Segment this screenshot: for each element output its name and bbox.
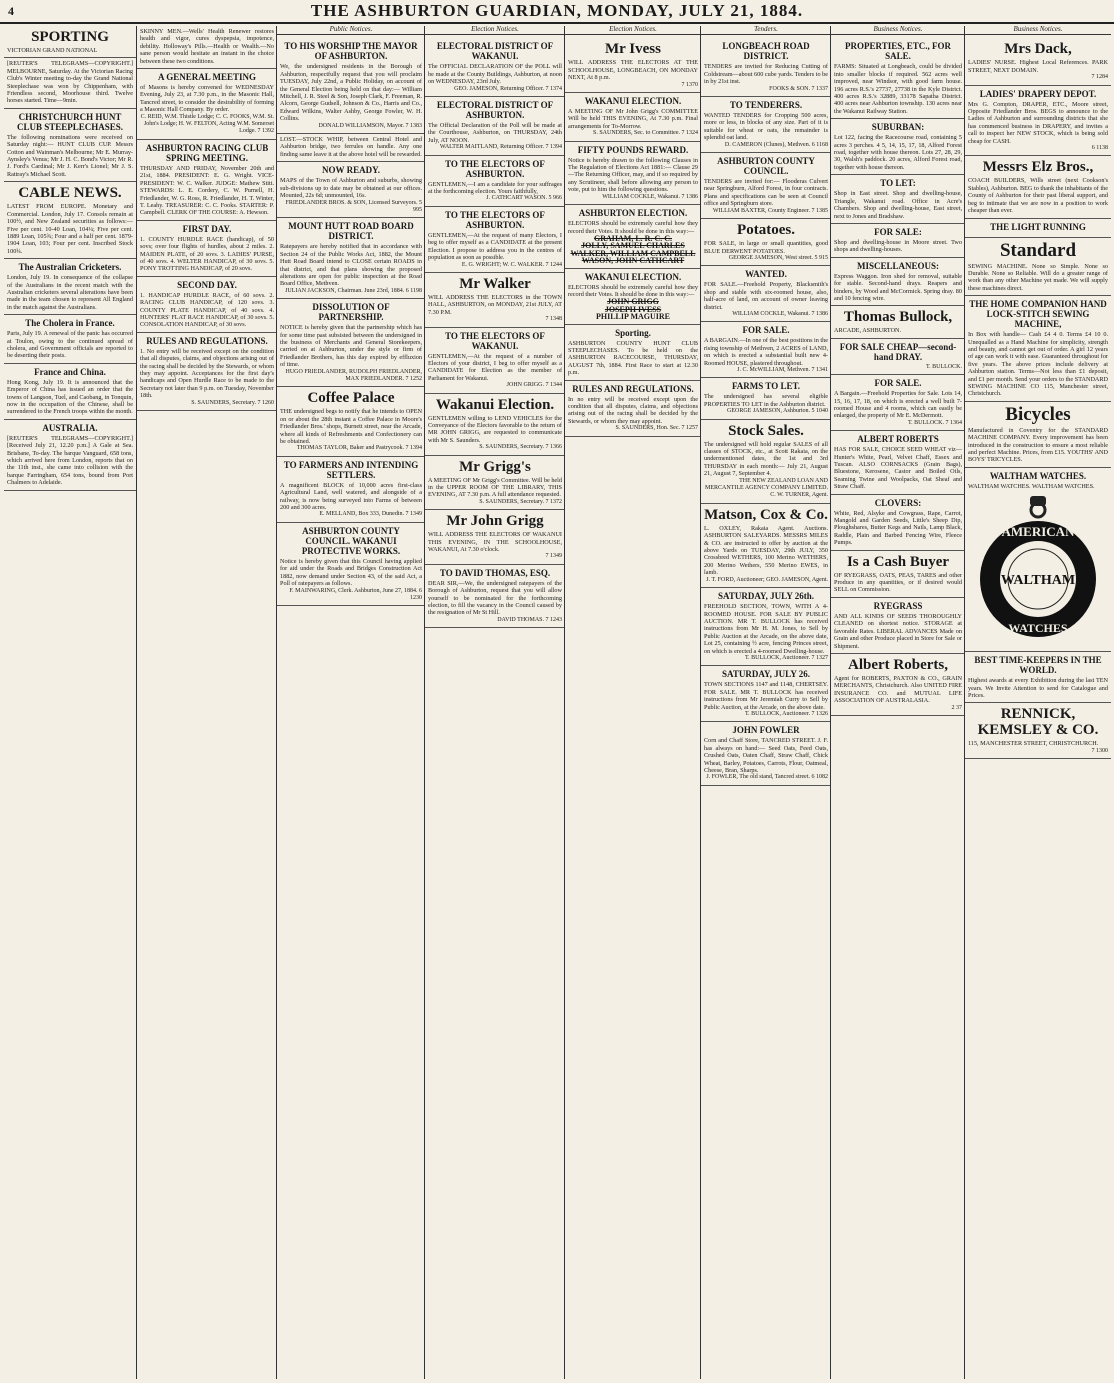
ad-heading: MISCELLANEOUS:: [856, 260, 939, 271]
ad-body: [REUTER'S TELEGRAMS—COPYRIGHT.] [Received July 21, 12.20 p.m.] A Gale at Sea. Brisbane, To-day. The barque Vanguard, 658 tons, which arrived here from London, reports that on the 11th inst., she came into collision with the barque Farringham, 654 tons, bound from Port Chalmers to Adelaide.: [7, 434, 133, 487]
advertisement: [4, 58, 136, 108]
column-header: Election Notices.: [565, 26, 701, 35]
ad-heading: Coffee Palace: [307, 390, 395, 407]
ad-heading: France and China.: [34, 366, 106, 377]
ad-body: TENDERS are invited for:— Flooderas Culvert near Springburn, Alford Forest, in four contracts. Plans and specifications can be seen at Council office and Springburn store.: [704, 178, 828, 208]
ad-heading: DISSOLUTION OF PARTNERSHIP.: [312, 302, 390, 323]
advertisement: [425, 394, 565, 456]
ad-body: WILL ADDRESS THE ELECTORS AT THE SCHOOLHOUSE, LONGBEACH, ON MONDAY NEXT, At 8 p.m.: [568, 59, 698, 82]
ad-heading: FOR SALE.: [742, 325, 790, 336]
ad-body: HAS FOR SALE, CHOICE SEED WHEAT viz— Hunter's White, Pearl, Velvet Chaff, Essex and Tuscan. ALSO CORNSACKS (Grain Bags), Bluestone, Kerosene, Castor and Boiled Oils, Seaming Twine and Woolpacks, Oat Sheaf and Straw Chaff.: [834, 446, 962, 491]
ad-body: ELECTORS should be extremely careful how they record their Votes. It should be done in this way:—: [568, 220, 698, 235]
advertisement: [831, 258, 965, 307]
column-1: [4, 26, 136, 1379]
advertisement: [831, 38, 965, 119]
ad-signature: 7 1300: [1091, 747, 1108, 754]
advertisement: [701, 420, 831, 504]
ballot-candidate-name: JOSEPH IVESS: [604, 304, 662, 314]
ad-signature: S. SAUNDERS, Secretary. 7 1366: [479, 444, 562, 451]
ad-signature: GEORGE JAMESON, Ashburton. 5 1040: [726, 408, 828, 415]
ad-heading: ELECTORAL DISTRICT OF ASHBURTON.: [436, 100, 554, 121]
advertisement: [565, 381, 701, 437]
ad-heading: ASHBURTON RACING CLUB SPRING MEETING.: [145, 142, 269, 163]
advertisement: [831, 375, 965, 431]
ad-heading: TO HIS WORSHIP THE MAYOR OF ASHBURTON.: [284, 41, 418, 62]
advertisement: [4, 26, 136, 58]
ad-signature: 7 1370: [681, 81, 698, 88]
ad-body: FREEHOLD SECTION, TOWN, WITH A 4-ROOMED HOUSE. FOR SALE BY PUBLIC AUCTION. MR T. BULLOCK has received instructions from Mr H. M. Jones, to Sell by Public Auction at the Arcade, on the above date, Lot 25, containing ½ acre, fencing Princes street, on which is erected a 4-roomed Dwelling-house.: [704, 603, 828, 655]
advertisement: [137, 221, 277, 277]
ad-heading: ASHBURTON COUNTY COUNCIL. WAKANUI PROTECTIVE WORKS.: [301, 525, 401, 556]
advertisement: [965, 652, 1111, 703]
ad-heading: Mr Walker: [459, 275, 531, 292]
ad-body: 1. COUNTY HURDLE RACE (handicap), of 50 sovs; over four flights of hurdles, about 2 miles. 2. MAIDEN PLATE, of 20 sovs. 3. LADIES' PURSE, of 40 sovs. 4. WELTER HANDICAP, of 30 sovs. 5. PONY TROTTING HANDICAP, of 20 sovs.: [140, 235, 274, 273]
ad-body: 115, MANCHESTER STREET, CHRISTCHURCH.: [968, 740, 1099, 748]
ad-heading: Messrs Elz Bros.,: [982, 159, 1094, 176]
ad-body: Notice is hereby given that this Council having applied for aid under the Roads and Bridges Construction Act 1882, now demand under Section 43, of the said Act, a Poll of ratepayers as follows.: [280, 557, 422, 588]
column-header: Public Notices.: [277, 26, 425, 35]
ad-heading: PROPERTIES, ETC., FOR SALE.: [845, 41, 951, 62]
ad-signature: JOHN GRIGG. 7 1344: [506, 382, 562, 389]
ad-heading: Albert Roberts,: [848, 656, 948, 673]
ad-heading: FIFTY POUNDS REWARD.: [577, 144, 689, 155]
ad-body: L. OXLEY, Rakaia Agent. Auctions. ASHBURTON SALEYARDS. MESSRS MILES & CO. are instructed to offer by auction at the above Yards on TUESDAY, 29th JULY, 350 Crossbred WETHERS, 100 Merino WETHERS, 200 Merino Wethers, 550 Merino EWES, in lamb.: [704, 524, 828, 577]
ad-heading: A GENERAL MEETING: [157, 72, 257, 83]
ad-body: Manufactured in Coventry for the STANDARD MACHINE COMPANY. Every improvement has been introduced in the construction to ensure a most reliable and perfect Machine. Prices, from £15. YOUTHS' AND BOYS' TRICYCLES.: [968, 426, 1108, 464]
advertisement: [831, 339, 965, 375]
advertisement: [277, 523, 425, 606]
ad-heading: Matson, Cox & Co.: [704, 506, 828, 523]
ad-body: WANTED TENDERS for Cropping 500 acres, more or less, in blocks of any size. Part of it is suitable for wheat or oats, the remainder is splendid oat land.: [704, 112, 828, 142]
column-header: Business Notices.: [831, 26, 965, 35]
ad-body: SEWING MACHINE. None so Simple. None so Durable. None so Reliable. Will do a greater range of work than any other Machine yet made. We will supply these machines direct.: [968, 262, 1108, 292]
ad-body: SKINNY MEN.—Wells' Health Renewer restores health and vigor, cures dyspepsia, impotence, debility. Holloway's Pills.—Health or Wealth.—No sane person would hesitate an instant in the choice between these two conditions.: [140, 28, 274, 65]
advertisement: [701, 588, 831, 666]
advertisement: [277, 162, 425, 218]
ad-signature: WILLIAM COCKLE, Wakanui. 7 1386: [602, 193, 698, 200]
advertisement: [277, 299, 425, 387]
advertisement: [965, 219, 1111, 238]
ad-body: A MEETING OF Mr Grigg's Committee. Will be held in the UPPER ROOM OF THE LIBRARY, THIS EVENING, AT 7.30 p.m. A full attendance requested.: [428, 476, 562, 499]
ad-body: THE undersigned begs to notify that he intends to OPEN on or about the 28th instant a Coffee Palace in Moore's Friedlander Bros.' shops, Burnett street, near the Arcade, where all kinds of Refreshments and Confectionery can be obtained.: [280, 408, 422, 446]
column-4: [424, 26, 565, 1379]
ad-body: LOST.—STOCK WHIP, between Central Hotel and Ashburton bridge, two ferrules on handle. Any one finding same leave it at the above hotel will be rewarded.: [280, 136, 422, 158]
ad-heading: SUBURBAN:: [871, 122, 925, 133]
struck-candidate-name: JOLLY, SAMUEL CHARLES: [581, 241, 685, 251]
ad-body: Shop and dwelling-house in Moore street. Two shops and dwelling-houses.: [834, 238, 962, 254]
ad-heading: Is a Cash Buyer: [846, 553, 950, 570]
advertisement: [4, 315, 136, 364]
advertisement: [831, 431, 965, 494]
ad-body: A MEETING OF Mr John Grigg's COMMITTEE Will be held THIS EVENING, At 7.30 p.m. Final arrangements for To-Morrow.: [568, 108, 698, 130]
ad-heading: TO THE ELECTORS OF ASHBURTON.: [445, 158, 545, 179]
ad-heading: LADIES' DRAPERY DEPOT.: [979, 88, 1097, 99]
ad-body: Mrs G. Compton, DRAPER, ETC., Moore street, Opposite Friedlander Bros. BEGS to announce to the Ladies of Ashburton and surrounding districts that she has commenced business in DRAPERY, and invites a call to inspect her NEW STOCK, which is being sold cheap for CASH.: [968, 100, 1108, 145]
advertisement: [831, 175, 965, 224]
ad-body: The Official Declaration of the Poll will be made at the Courthouse, Ashburton, on THURSDAY, 24th July, AT NOON.: [428, 122, 562, 144]
ad-body: TOWN SECTIONS 1147 and 1148, CHERTSEY. FOR SALE. MR T. BULLOCK has received instructions from Mr Jeremiah Curry to Sell by Public Auction, at the Arcade, on the above date.: [704, 681, 828, 711]
advertisement: [425, 38, 565, 97]
advertisement: [701, 378, 831, 419]
advertisement: [965, 38, 1111, 85]
ad-heading: FOR SALE CHEAP—second-hand DRAY.: [839, 341, 957, 362]
ad-heading: ALBERT ROBERTS: [857, 434, 939, 445]
advertisement: [277, 457, 425, 523]
ad-body: WILL ADDRESS THE ELECTORS in the TOWN HALL, ASHBURTON, on MONDAY, 21st JULY, AT 7.30 P.M.: [428, 293, 562, 316]
advertisement: [831, 654, 965, 716]
ad-signature: S. SAUNDERS, Secretary. 7 1260: [191, 399, 274, 406]
ad-body: VICTORIAN GRAND NATIONAL: [7, 47, 98, 54]
ad-signature: GEO. JAMESON, Returning Officer. 7 1374: [454, 85, 562, 92]
ad-body: DEAR SIR,—We, the undersigned ratepayers of the Borough of Ashburton, request that you will allow yourself to be nominated for the forthcoming election, to fill the vacancy in the Council caused by the resignation of Mr St Hill.: [428, 579, 562, 617]
watch-lettering: AMERICAN: [1001, 524, 1075, 540]
ad-signature: WILLIAM BAXTER, County Engineer. 7 1385: [712, 207, 828, 214]
ad-signature: J. CATHCART WASON. 5 966: [486, 195, 562, 202]
ad-body: FOR SALE, in large or small quantities, good BLUE DERWENT POTATOES.: [704, 240, 828, 255]
ad-body: Corn and Chaff Store, TANCRED STREET. J. F. has always on hand:— Seed Oats, Feed Oats, Crushed Oats, Oaten Chaff, Straw Chaff, Chick Wheat, Barley, Potatoes, Carrots, Flour, Oatmeal, Cheese, Bran, Sharps.: [704, 737, 828, 774]
advertisement: [965, 296, 1111, 402]
ad-heading: The Australian Cricketers.: [18, 262, 122, 273]
advertisement: [425, 328, 565, 394]
ad-heading: RENNICK, KEMSLEY & CO.: [977, 706, 1099, 739]
ad-heading: NOW READY.: [321, 165, 380, 176]
ad-signature: T. BULLOCK, Auctioneer. 7 1327: [744, 654, 828, 661]
ad-heading: Thomas Bullock,: [843, 309, 953, 326]
ad-heading: Wakanui Election.: [435, 396, 555, 413]
ad-heading: SATURDAY, JULY 26.: [721, 669, 811, 680]
advertisement: [137, 69, 277, 140]
ad-signature: JULIAN JACKSON, Chairman. June 23rd, 1884. 6 1198: [285, 287, 422, 294]
ad-heading: Potatoes.: [737, 222, 795, 239]
ad-heading: TO THE ELECTORS OF WAKANUI.: [445, 330, 545, 351]
ad-heading: WAKANUI ELECTION.: [584, 271, 682, 282]
ad-body: COACH BUILDERS, Wills street (next Cookson's Stables), Ashburton. BEG to thank the inhabitants of the County of Ashburton for their past liberal support, and beg to intimate that we are now in a position to work cheaper than ever.: [968, 177, 1108, 215]
ad-body: MAPS of the Town of Ashburton and suburbs, showing sub-divisions up to date may be obtained at our offices. Mounted, 22s 6d; unmounted, 16s.: [280, 177, 422, 200]
advertisement: [4, 182, 136, 259]
advertisement: [701, 153, 831, 219]
advertisement: [965, 468, 1111, 652]
ad-signature: WILLIAM COCKLE, Wakanui. 7 1386: [732, 310, 828, 317]
ad-body: 1. HANDICAP HURDLE RACE, of 60 sovs. 2. RACING CLUB HANDICAP, of 120 sovs. 3. COUNTY PLATE HANDICAP, of 40 sovs. 4. HUNTERS' FLAT RACE HANDICAP, of 30 sovs. 5. CONSOLATION HANDICAP, of 30 sovs.: [140, 291, 274, 329]
ad-body: In no entry will be received except upon the condition that all disputes, claims, and objections arising out of the racing shall be decided by the Stewards, or whom they may appoint.: [568, 395, 698, 425]
ad-heading: CABLE NEWS.: [18, 185, 122, 202]
waltham-watch-illustration: [978, 494, 1098, 644]
ad-signature: FOOKS & SON. 7 1337: [769, 85, 828, 92]
ad-body: GENTLEMEN,—I am a candidate for your suffrages at the forthcoming election. Yours faithfully,: [428, 180, 562, 196]
ad-body: TENDERS are invited for Reducing Cutting of Coldstream—about 600 cube yards. Tenders to be in by 21st inst.: [704, 63, 828, 86]
ad-body: Express Waggon. Iron shed for removal, suitable for stable. Second-hand drays. Reapers and binders, by Wood and McCormick. Spring dray. 80 and 10 fencing wire.: [834, 272, 962, 302]
ad-heading: Standard: [999, 239, 1077, 261]
ad-body: Paris, July 19. A renewal of the panic has occurred at Toulon, owing to the continued spread of cholera, and Government officials are reported to be deserting their posts.: [7, 330, 133, 360]
ad-signature: DAVID THOMAS. 7 1243: [497, 616, 562, 623]
ad-body: GENTLEMEN,—At the request of many Electors, I beg to offer myself as a CANDIDATE at the present Election. I propose to address you in the centres of population as soon as possible.: [428, 231, 562, 262]
ad-signature: S. SAUNDERS, Hon. Sec. 7 1257: [615, 425, 698, 432]
ad-heading: FOR SALE.: [874, 378, 922, 389]
ad-signature: D. CAMERON (Clunes), Methven. 6 1168: [724, 141, 828, 148]
ad-heading: CHRISTCHURCH HUNT CLUB STEEPLECHASES.: [16, 111, 124, 132]
advertisement: [701, 322, 831, 378]
advertisement: [425, 156, 565, 207]
struck-candidate-name: GRAHAM, L. R. C. C.: [594, 233, 672, 243]
columns-container: [4, 26, 1110, 1379]
ad-heading: THE HOME COMPANION HAND LOCK-STITCH SEWING MACHINE,: [969, 299, 1107, 330]
advertisement: [425, 565, 565, 628]
ad-body: White, Red, Alsyke and Cowgrass, Rape, Carrot, Mangold and Garden Seeds, Little's Sheep Dip, Ploughshares, Butter Kegs and Nails, Lamp Black, Raddle, Plain and Barbed Fencing Wire, Fleece Pumps.: [834, 509, 962, 547]
advertisement: [965, 238, 1111, 297]
advertisement: [565, 205, 701, 268]
advertisement: [831, 598, 965, 654]
ad-body: LADIES' NURSE. Highest Local References. PARK STREET, NEXT DOMAIN.: [968, 59, 1108, 74]
column-header: Tenders.: [701, 26, 831, 35]
ad-heading: WALTHAM WATCHES.: [989, 470, 1087, 481]
ad-body: In Box with handle— Cash £4 4 0. Terms £4 10 0. Unequalled as a Hand Machine for simplicity, strength and beauty, and cannot get out of order. A girl 12 years of age can work it with ease. Guaranteed throughout for five years. The above prices include delivery at Ashburton station. Terms—Not less than £1 deposit, and £1 per month. Send your orders to the STANDARD SEWING MACHINE CO 115, Manchester street, Christchurch.: [968, 331, 1108, 398]
ad-body: Shop in East street. Shop and dwelling-house, Triangle, Wakanui road. Office in Acre's Chambers. Shop and dwelling-house, East street, next to Jones and Bradshaw.: [834, 190, 962, 220]
ad-body: FOR SALE.—Freehold Property, Blacksmith's shop and stable with six-roomed house, also, half-acre of land, on account of owner leaving district.: [704, 281, 828, 311]
advertisement: [137, 333, 277, 411]
ad-body: NOTICE is hereby given that the partnership which has for some time past subsisted between the undersigned in the business of Merchants and General Storekeepers, carried on at Ashburton, under the style or firm of Friedlander Brothers, has this day expired by effluxion of time.: [280, 324, 422, 369]
ad-body: of Masons is hereby convened for WEDNESDAY Evening, July 23, at 7.30 p.m., in the Masonic Hall, Tancred street, to consider the desirability of forming a Masonic Hall Company. By order.: [140, 84, 274, 114]
ad-heading: RULES AND REGULATIONS.: [146, 335, 268, 346]
ad-heading: SATURDAY, JULY 26th.: [717, 591, 815, 602]
ad-signature: T. BULLOCK. 7 1364: [907, 419, 962, 426]
ad-body: The undersigned will hold regular SALES of all classes of STOCK, etc., at Scott Rakaia, on the undermentioned dates, the 1st and 3rd THURSDAY in each month:— July 21, August 21, August 7, September 4.: [704, 440, 828, 478]
ad-heading: FOR SALE:: [874, 226, 922, 237]
newspaper-title: THE ASHBURTON GUARDIAN, MONDAY, JULY 21, 1884.: [310, 1, 804, 20]
ad-body: A Bargain.—Freehold Properties for Sale. Lots 14, 15, 16, 17, 18, on which is erected a well built 7-roomed House and 4 rooms, which can easily be enlarged, the property of Mr E. McDermott.: [834, 390, 962, 420]
column-8: [964, 26, 1111, 1379]
ad-signature: THOMAS TAYLOR, Baker and Pastrycook. 7 1394: [296, 445, 422, 452]
advertisement: [831, 306, 965, 338]
ad-signature: S. SAUNDERS, Sec. to Committee. 7 1324: [592, 130, 698, 137]
ad-signature: HUGO FRIEDLANDER, RUDOLPH FRIEDLANDER, MAX FRIEDLANDER. 7 1252: [285, 368, 422, 382]
ad-body: The following nominations were received on Saturday night:— HUNT CLUB CUP. Messrs Cotton and Wainman's Melbourne; Mr E. Murray-Aynsley's Venus; Mr J. H. C. Bond's Victor; Mr R. J. Ford's Cardinal; Mr J. Kerr's Lionel; Mr J. S. Rattray's Michael Scott.: [7, 133, 133, 178]
ad-heading: ASHBURTON ELECTION.: [578, 208, 688, 219]
ad-signature: 6 1138: [1091, 145, 1108, 152]
column-header: Business Notices.: [965, 26, 1111, 35]
ad-body: A BARGAIN.—In one of the best positions in the rising township of Methven, 2 ACRES of LAND, on which is erected a substantial built new 4-Roomed HOUSE, plastered throughout.: [704, 337, 828, 367]
advertisement: [137, 277, 277, 333]
ad-body: We, the undersigned residents in the Borough of Ashburton, respectfully request that you will proclaim TUESDAY, July 22nd, a Public Holiday, on account of the General Election being held on that day:— William Mitchell, J. R. Steel & Son, Joseph Clark, F. Freeman, R. Alcorn, George Gudsell, Johnson & Co., Harris and Co., Edward Wilkins, Walter Ashby, George Fowler, W. H. Collins.: [280, 63, 422, 123]
ad-body: ARCADE, ASHBURTON.: [834, 327, 902, 335]
advertisement: [4, 364, 136, 420]
ad-body: [REUTER'S TELEGRAMS—COPYRIGHT.] MELBOURNE, Saturday. At the Victorian Racing Club's Winter meeting to-day the Grand National Steeplechase was won by Chippenham, with Friendless second, Moorhouse third. Twelve horses started. Time—9min.: [7, 60, 133, 105]
ad-signature: 7 1348: [545, 316, 562, 323]
ad-heading: SECOND DAY.: [177, 279, 237, 290]
ad-body: Ratepayers are hereby notified that in accordance with Section 24 of the Public Works Act, 1882, the Mount Hutt Road Board intend to CLOSE certain ROADS in that district, and that plans showing the proposed alterations are open for public inspection at the Road Board Office, Methven.: [280, 243, 422, 288]
ad-body: ELECTORS should be extremely careful how they record their Votes. It should be done in this way:—: [568, 283, 698, 298]
ad-body: GENTLEMEN willing to LEND VEHICLES for the Conveyance of the Electors favorable to the return of MR JOHN GRIGG, are requested to communicate with Mr S. Saunders.: [428, 414, 562, 444]
ad-heading: WANTED.: [745, 269, 787, 280]
ad-heading: TO DAVID THOMAS, ESQ.: [439, 567, 551, 578]
advertisement: [701, 38, 831, 97]
advertisement: [701, 97, 831, 153]
ad-heading: AUSTRALIA.: [42, 422, 98, 433]
page-number: 4: [8, 4, 14, 18]
ad-signature: 7 1349: [545, 553, 562, 560]
ad-body: LATEST FROM EUROPE. Monetary and Commercial. London, July 17. Consols remain at 100½, and New Zealand securities as follows:—Five per cent. 10-40 Loan, 104¼; Five per cent. 1889 Loan, 105¾; Four and a half per cent. 1879-1904 Loan, 103; Four per cent. Inscribed Stock 100¾.: [7, 203, 133, 255]
ad-heading: TO FARMERS AND INTENDING SETTLERS.: [283, 459, 419, 480]
ad-heading: Mr John Grigg: [446, 513, 544, 530]
advertisement: [965, 156, 1111, 218]
ad-heading: TO THE ELECTORS OF ASHBURTON.: [445, 209, 545, 230]
advertisement: [701, 666, 831, 722]
advertisement: [831, 551, 965, 598]
ad-heading: Stock Sales.: [728, 422, 804, 439]
ad-body: GENTLEMEN,—At the request of a number of Electors of your district, I beg to offer myself as a CANDIDATE for Election as the member of Parliament for Wakanui.: [428, 352, 562, 382]
advertisement: [4, 259, 136, 315]
column-5: [564, 26, 701, 1379]
advertisement: [965, 402, 1111, 468]
ad-signature: GEORGE JAMESON, West street. 5 915: [728, 254, 828, 261]
advertisement: [277, 134, 425, 162]
ad-signature: E. MELLAND, Box 333, Dunedin. 7 1349: [319, 511, 422, 518]
advertisement: [565, 93, 701, 142]
advertisement: [565, 325, 701, 381]
ad-body: The OFFICIAL DECLARATION OF the POLL will be made at the County Buildings, Ashburton, at noon on WEDNESDAY, 23rd July.: [428, 63, 562, 86]
ad-body: AND ALL KINDS OF SEEDS THOROUGHLY CLEANED on shortest notice. STORAGE at favorable Rates. LIBERAL ADVANCES Made on Grain and other Produce placed in Store for Sale or Shipment.: [834, 612, 962, 650]
ad-body: WILL ADDRESS THE ELECTORS OF WAKANUI THIS EVENING, IN THE SCHOOLHOUSE, WAKANUI, At 7.30 o'clock.: [428, 531, 562, 554]
ad-heading: CLOVERS:: [874, 497, 922, 508]
ad-body: WALTHAM WATCHES. WALTHAM WATCHES.: [968, 482, 1095, 490]
advertisement: [965, 86, 1111, 157]
advertisement: [565, 38, 701, 93]
ad-signature: E. G. WRIGHT; W. C. WALKER. 7 1244: [461, 261, 562, 268]
ad-heading: BEST TIME-KEEPERS IN THE WORLD.: [974, 655, 1102, 676]
ballot-candidate-name: JOHN GRIGG: [607, 297, 659, 307]
ad-heading: FARMS TO LET.: [731, 381, 801, 392]
ad-body: ASHBURTON COUNTY HUNT CLUB STEEPLECHASES. To be held on the ASHBURTON RACECOURSE, THURSDAY, AUGUST 7th, 1884. First Race to start at 12.30 p.m.: [568, 339, 698, 377]
ad-heading: RULES AND REGULATIONS.: [572, 383, 694, 394]
ad-body: Hong Kong, July 19. It is announced that the Emperor of China has issued an order that the towns of Langson, Tuel, and Caobang, in Tonquin, now in the occupation of the Chinese, shall be surrendered to the French troops within the month.: [7, 378, 133, 416]
advertisement: [4, 420, 136, 491]
ad-signature: J. T. FORD, Auctioneer; GEO. JAMESON, Agent.: [706, 576, 828, 583]
ad-body: 1. No entry will be received except on the condition that all disputes, claims, and objections arising out of the racing shall be decided by the Stewards, or whom they may appoint. Acceptances for the first day's handicaps and Open Hurdle Race to be made to the Secretary not later than 9 p.m. on Tuesday, November 18th.: [140, 347, 274, 400]
ad-body: London, July 19. In consequence of the collapse of the Australians in the recent match with the Australian cricketers several alterations have been made in the team chosen to represent All England in the match against the Australians.: [7, 274, 133, 311]
ad-signature: J. C. McWILLIAM, Methven. 7 1341: [737, 366, 828, 373]
ad-signature: THE NEW ZEALAND LOAN AND MERCANTILE AGENCY COMPANY LIMITED. C. W. TURNER, Agent.: [705, 477, 828, 499]
column-header: Election Notices.: [425, 26, 565, 35]
ad-heading: Bicycles: [1005, 403, 1071, 425]
advertisement: [701, 722, 831, 785]
ad-heading: ELECTORAL DISTRICT OF WAKANUI.: [436, 41, 554, 62]
ad-body: FARMS: Situated at Longbeach, could be divided into smaller blocks if required. 562 acres well improved, near Windsor, with good farm house. 196 acres R.S.'s 27737, 27738 in the Kyle District. 400 acres R.S.'s 32889, 33178 Sapatha District. 400 acres near Ashburton township. 130 acres near the Wakanui Railway Station.: [834, 63, 962, 115]
advertisement: [965, 703, 1111, 759]
ad-heading: SPORTING: [31, 29, 109, 45]
ad-heading: FIRST DAY.: [182, 223, 232, 234]
ad-signature: 2 37: [951, 704, 962, 711]
ad-heading: JOHN FOWLER: [732, 725, 800, 736]
advertisement: [425, 207, 565, 273]
ad-heading: MOUNT HUTT ROAD BOARD DISTRICT.: [288, 221, 414, 242]
ad-heading: Mr Ivess: [605, 41, 661, 58]
column-2: [136, 26, 277, 1379]
ad-signature: 7 1284: [1091, 74, 1108, 81]
advertisement: [277, 387, 425, 456]
ad-heading: The Cholera in France.: [25, 318, 115, 329]
column-3: [276, 26, 425, 1379]
ad-heading: TO TENDERERS.: [729, 100, 803, 111]
ad-body: Agent for ROBERTS, PAXTON & CO., GRAIN MERCHANTS, Christchurch. Also UNITED FIRE INSURANCE CO. and MUTUAL LIFE ASSOCIATION OF AUSTRALASIA.: [834, 674, 962, 705]
ad-body: OF RYEGRASS, OATS, PEAS, TARES and other Produce in any quantities, or if desired would SELL on Commission.: [834, 571, 962, 594]
ad-signature: T. BULLOCK, Auctioneer. 7 1326: [744, 710, 828, 717]
struck-candidate-name: WALKER, WILLIAM CAMPBELL: [570, 248, 696, 258]
advertisement: [701, 219, 831, 266]
advertisement: [831, 495, 965, 551]
ad-signature: DONALD WILLIAMSON, Mayor. 7 1383: [318, 122, 422, 129]
advertisement: [425, 273, 565, 328]
advertisement: [425, 456, 565, 511]
ad-heading: WAKANUI ELECTION.: [584, 96, 682, 107]
ad-heading: Mr Grigg's: [459, 458, 531, 475]
ad-signature: F. MAINWARING, Clerk. Ashburton, June 27, 1884. 6 1230: [289, 587, 422, 601]
advertisement: [701, 504, 831, 588]
ad-heading: Sporting.: [615, 327, 651, 338]
advertisement: [831, 224, 965, 258]
ad-body: Lot 122, facing the Racecourse road, containing 5 acres 3 perches. 4 5, 14, 15, 17, 18, Alford Forest road, together with house thereon. Lots 27, 28, 29, 30, Walsh's paddock. 20 acres, Alford Forest road, together with house thereon.: [834, 134, 962, 171]
ad-signature: C. REID, W.M. Thistle Lodge; C. C. FOOKS, W.M. St. John's Lodge; H. W. FELTON, Acting W.M. Somerset Lodge. 7 1392: [140, 113, 274, 135]
advertisement: [137, 140, 277, 221]
masthead: [0, 0, 1114, 24]
advertisement: [831, 119, 965, 175]
watch-lettering: WALTHAM: [1000, 573, 1076, 589]
ad-body: Notice is hereby drawn to the following Clauses in The Regulation of Elections Act 1881:— Clause 29—The Returning Officer, may, and if so required by any Scrutineer, shall before allowing any person to vote, put to him the following questions.: [568, 156, 698, 194]
ad-heading: ASHBURTON COUNTY COUNCIL.: [717, 156, 815, 177]
advertisement: [425, 97, 565, 156]
ad-body: Highest awards at every Exhibition during the last TEN years. We Invite Attention to send for Catalogue and Prices.: [968, 677, 1108, 700]
ad-signature: WALTER MAITLAND, Returning Officer. 7 1394: [439, 144, 562, 151]
advertisement: [277, 218, 425, 299]
advertisement: [701, 266, 831, 322]
advertisement: [565, 142, 701, 205]
ad-heading: THE LIGHT RUNNING: [990, 221, 1086, 232]
ballot-candidate-name: PHILLIP MAGUIRE: [595, 312, 670, 322]
ad-signature: J. FOWLER, The old stand, Tancred street. 6 1082: [706, 774, 828, 781]
ad-signature: T. BULLOCK.: [925, 363, 962, 370]
column-7: [830, 26, 965, 1379]
advertisement: [277, 38, 425, 134]
advertisement: [137, 26, 277, 69]
struck-candidate-name: WASON, JOHN CATHCART: [581, 256, 685, 266]
ad-heading: TO LET:: [880, 178, 916, 189]
ad-signature: FRIEDLANDER BROS. & SON, Licensed Surveyors. 5 995: [285, 199, 422, 213]
advertisement: [425, 510, 565, 565]
ad-body: A magnificent BLOCK of 10,000 acres first-class Agricultural Land, well watered, and alongside of a railway, is now being surveyed into Farms of between 200 and 300 acres.: [280, 481, 422, 512]
column-6: [700, 26, 831, 1379]
ad-heading: Mrs Dack,: [1004, 41, 1072, 58]
ad-heading: LONGBEACH ROAD DISTRICT.: [722, 41, 810, 62]
watch-lettering: WATCHES: [1008, 621, 1068, 636]
advertisement: [4, 109, 136, 182]
ad-body: THURSDAY AND FRIDAY, November 20th and 21st, 1884. PRESIDENT: E. G. Wright. VICE-PRESIDENT: W. C. Walker. JUDGE: Mathew Stitt. STEWARDS: L. E. Cordery, C. W. Purnell, H. Friedlander, W. G. Ross, R. Friedlander, H. T. Winter, T. Leahy. TREASURER: C. C. Fooks. STARTER: P. Campbell. CLERK OF THE COURSE: A. Hewson.: [140, 164, 274, 217]
ad-body: The undersigned has several eligible PROPERTIES TO LET in the Ashburton district.: [704, 393, 828, 408]
advertisement: [565, 269, 701, 325]
ad-signature: S. SAUNDERS, Secretary. 7 1372: [479, 498, 562, 505]
ad-heading: RYEGRASS: [873, 600, 923, 611]
